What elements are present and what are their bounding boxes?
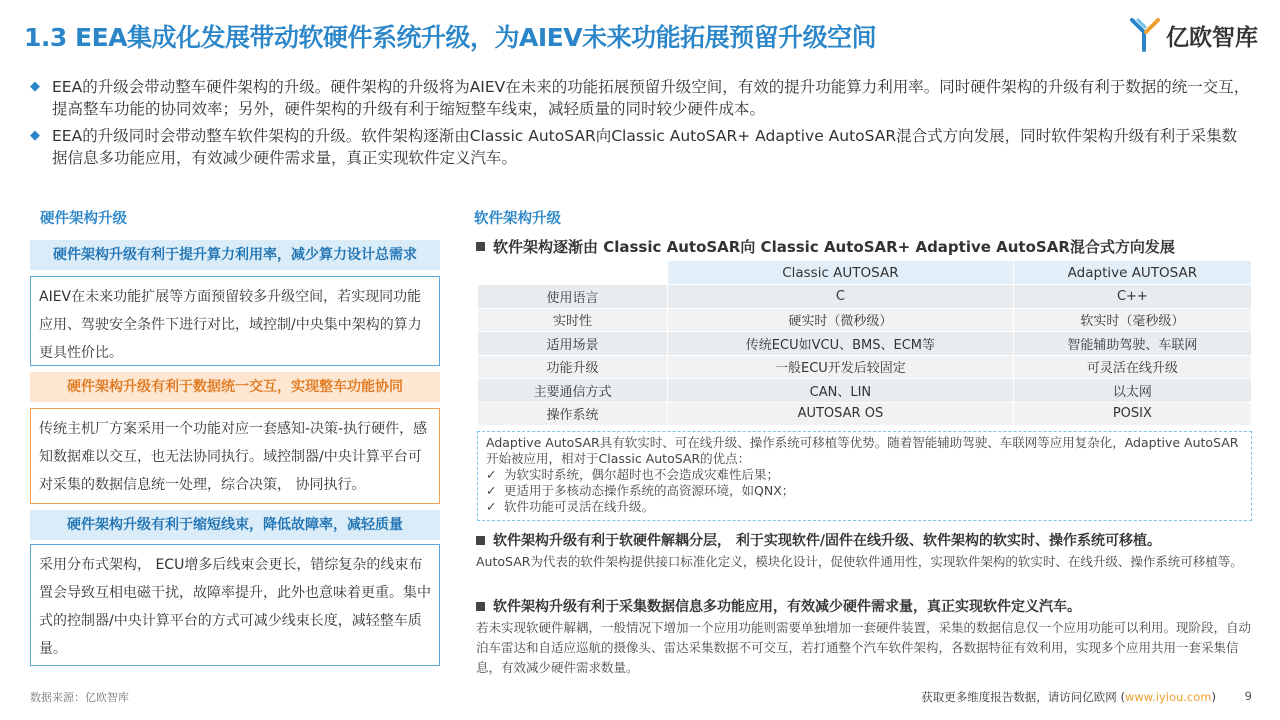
hardware-block-heading: 硬件架构升级有利于数据统一交互，实现整车功能协同: [30, 372, 440, 402]
table-cell: C: [668, 285, 1014, 309]
table-cell: 功能升级: [478, 355, 668, 379]
intro-bullet-text: EEA的升级同时会带动整车软件架构的升级。软件架构逐渐由Classic AutoSAR向Classic AutoSAR+ Adaptive AutoSAR混合式方向发展，同时软件架构升级有利于采集数据信息多功能应用，有效减少硬件需求量，真正实现软件定义汽车。: [52, 127, 1238, 167]
software-point-heading-text: 软件架构升级有利于采集数据信息多功能应用，有效减少硬件需求量，真正实现软件定义汽车。: [493, 599, 1081, 615]
square-bullet-icon: [476, 602, 485, 611]
note-point-text: 软件功能可灵活在线升级。: [504, 499, 655, 514]
intro-bullets: [30, 76, 1252, 174]
data-source: 数据来源：亿欧智库: [30, 691, 129, 704]
table-header-cell: Classic AUTOSAR: [668, 261, 1014, 285]
table-cell: CAN、LIN: [668, 379, 1014, 403]
software-table-title-text: 软件架构逐渐由 Classic AutoSAR向 Classic AutoSAR+ Adaptive AutoSAR混合式方向发展: [493, 238, 1175, 256]
logo-text: 亿欧智库: [1166, 24, 1258, 51]
diamond-bullet-icon: ◆: [30, 128, 40, 143]
table-header-cell: [478, 261, 668, 285]
software-section-label: 软件架构升级: [474, 211, 561, 227]
table-cell: 实时性: [478, 308, 668, 332]
table-cell: 传统ECU如VCU、BMS、ECM等: [668, 332, 1014, 356]
hardware-block-body: AIEV在未来功能扩展等方面预留较多升级空间，若实现同功能应用、驾驶安全条件下进行对比，域控制/中央集中架构的算力更具性价比。: [30, 276, 440, 366]
table-row: [478, 332, 1252, 356]
note-intro: Adaptive AutoSAR具有软实时、可在线升级、操作系统可移植等优势。随着智能辅助驾驶、车联网等应用复杂化，Adaptive AutoSAR开始被应用，相对于Classic AutoSAR的优点：: [486, 435, 1239, 466]
table-cell: C++: [1013, 285, 1251, 309]
check-icon: ✓: [486, 483, 497, 498]
software-point-body: 若未实现软硬件解耦，一般情况下增加一个应用功能则需要单独增加一套硬件装置，采集的数据信息仅一个应用功能可以利用。现阶段，自动泊车雷达和自适应巡航的摄像头、雷达采集数据不可交互，若打通整个汽车软件架构，各数据特征有效利用，实现多个应用共用一套采集信息，有效减少硬件需求数量。: [476, 620, 1252, 675]
intro-bullet: [30, 125, 1252, 169]
table-header-cell: Adaptive AUTOSAR: [1013, 261, 1251, 285]
table-cell: 智能辅助驾驶、车联网: [1013, 332, 1251, 356]
table-row: [478, 402, 1252, 426]
page-number: 9: [1244, 689, 1252, 703]
table-cell: 硬实时（微秒级）: [668, 308, 1014, 332]
logo-mark-icon: [1130, 18, 1160, 52]
note-point-text: 为软实时系统，偶尔超时也不会造成灾难性后果；: [504, 467, 780, 482]
brand-logo: [1130, 18, 1258, 52]
hardware-block-heading: 硬件架构升级有利于缩短线束，降低故障率，减轻质量: [30, 510, 440, 540]
hardware-block-body: 采用分布式架构， ECU增多后线束会更长，错综复杂的线束布置会导致互相电磁干扰，故障率提升，此外也意味着更重。集中式的控制器/中央计算平台的方式可减少线束长度，减轻整车质量。: [30, 544, 440, 666]
software-point-body: AutoSAR为代表的软件架构提供接口标准化定义，模块化设计，促使软件通用性，实现软件架构的软实时、在线升级、操作系统可移植等。: [476, 554, 1243, 569]
software-table-title: [476, 236, 1175, 257]
table-cell: 可灵活在线升级: [1013, 355, 1251, 379]
intro-bullet-text: EEA的升级会带动整车硬件架构的升级。硬件架构的升级将为AIEV在未来的功能拓展预留升级空间，有效的提升功能算力利用率。同时硬件架构的升级有利于数据的统一交互，提高整车功能的协同效率；另外，硬件架构的升级有利于缩短整车线束，减轻质量的同时较少硬件成本。: [52, 78, 1250, 118]
hardware-block-heading: 硬件架构升级有利于提升算力利用率，减少算力设计总需求: [30, 240, 440, 270]
check-icon: ✓: [486, 499, 497, 514]
software-point-heading-text: 软件架构升级有利于软硬件解耦分层， 利于实现软件/固件在线升级、软件架构的软实时、操作系统可移植。: [493, 533, 1161, 549]
hardware-block-body: 传统主机厂方案采用一个功能对应一套感知-决策-执行硬件，感知数据难以交互，也无法协同执行。域控制器/中央计算平台可对采集的数据信息统一处理，综合决策， 协同执行。: [30, 408, 440, 504]
intro-bullet: [30, 76, 1252, 120]
table-header-row: [478, 261, 1252, 285]
table-row: [478, 308, 1252, 332]
square-bullet-icon: [476, 242, 485, 251]
software-point-heading: [476, 530, 1161, 550]
diamond-bullet-icon: ◆: [30, 79, 40, 94]
table-cell: AUTOSAR OS: [668, 402, 1014, 426]
hardware-section-label: 硬件架构升级: [40, 211, 127, 227]
iyiou-link[interactable]: www.iyiou.com: [1124, 690, 1212, 704]
footer-more-prefix: 获取更多维度报告数据，请访问亿欧网 (: [921, 690, 1125, 704]
table-cell: 以太网: [1013, 379, 1251, 403]
table-cell: 使用语言: [478, 285, 668, 309]
note-point: [486, 499, 1243, 515]
note-point: [486, 483, 1243, 499]
table-row: [478, 379, 1252, 403]
footer-more-suffix: ): [1211, 690, 1216, 704]
table-cell: 操作系统: [478, 402, 668, 426]
note-point: [486, 467, 1243, 483]
adaptive-autosar-note: [477, 431, 1252, 521]
autosar-comparison-table: [477, 260, 1252, 426]
note-point-text: 更适用于多核动态操作系统的高资源环境，如QNX；: [504, 483, 795, 498]
table-cell: 软实时（毫秒级）: [1013, 308, 1251, 332]
table-cell: POSIX: [1013, 402, 1251, 426]
check-icon: ✓: [486, 467, 497, 482]
table-row: [478, 355, 1252, 379]
square-bullet-icon: [476, 536, 485, 545]
page-title: 1.3 EEA集成化发展带动软硬件系统升级，为AIEV未来功能拓展预留升级空间: [24, 23, 877, 52]
table-cell: 一般ECU开发后较固定: [668, 355, 1014, 379]
table-row: [478, 285, 1252, 309]
software-point-heading: [476, 596, 1081, 616]
table-cell: 主要通信方式: [478, 379, 668, 403]
footer-more-info: [921, 689, 1216, 705]
table-cell: 适用场景: [478, 332, 668, 356]
